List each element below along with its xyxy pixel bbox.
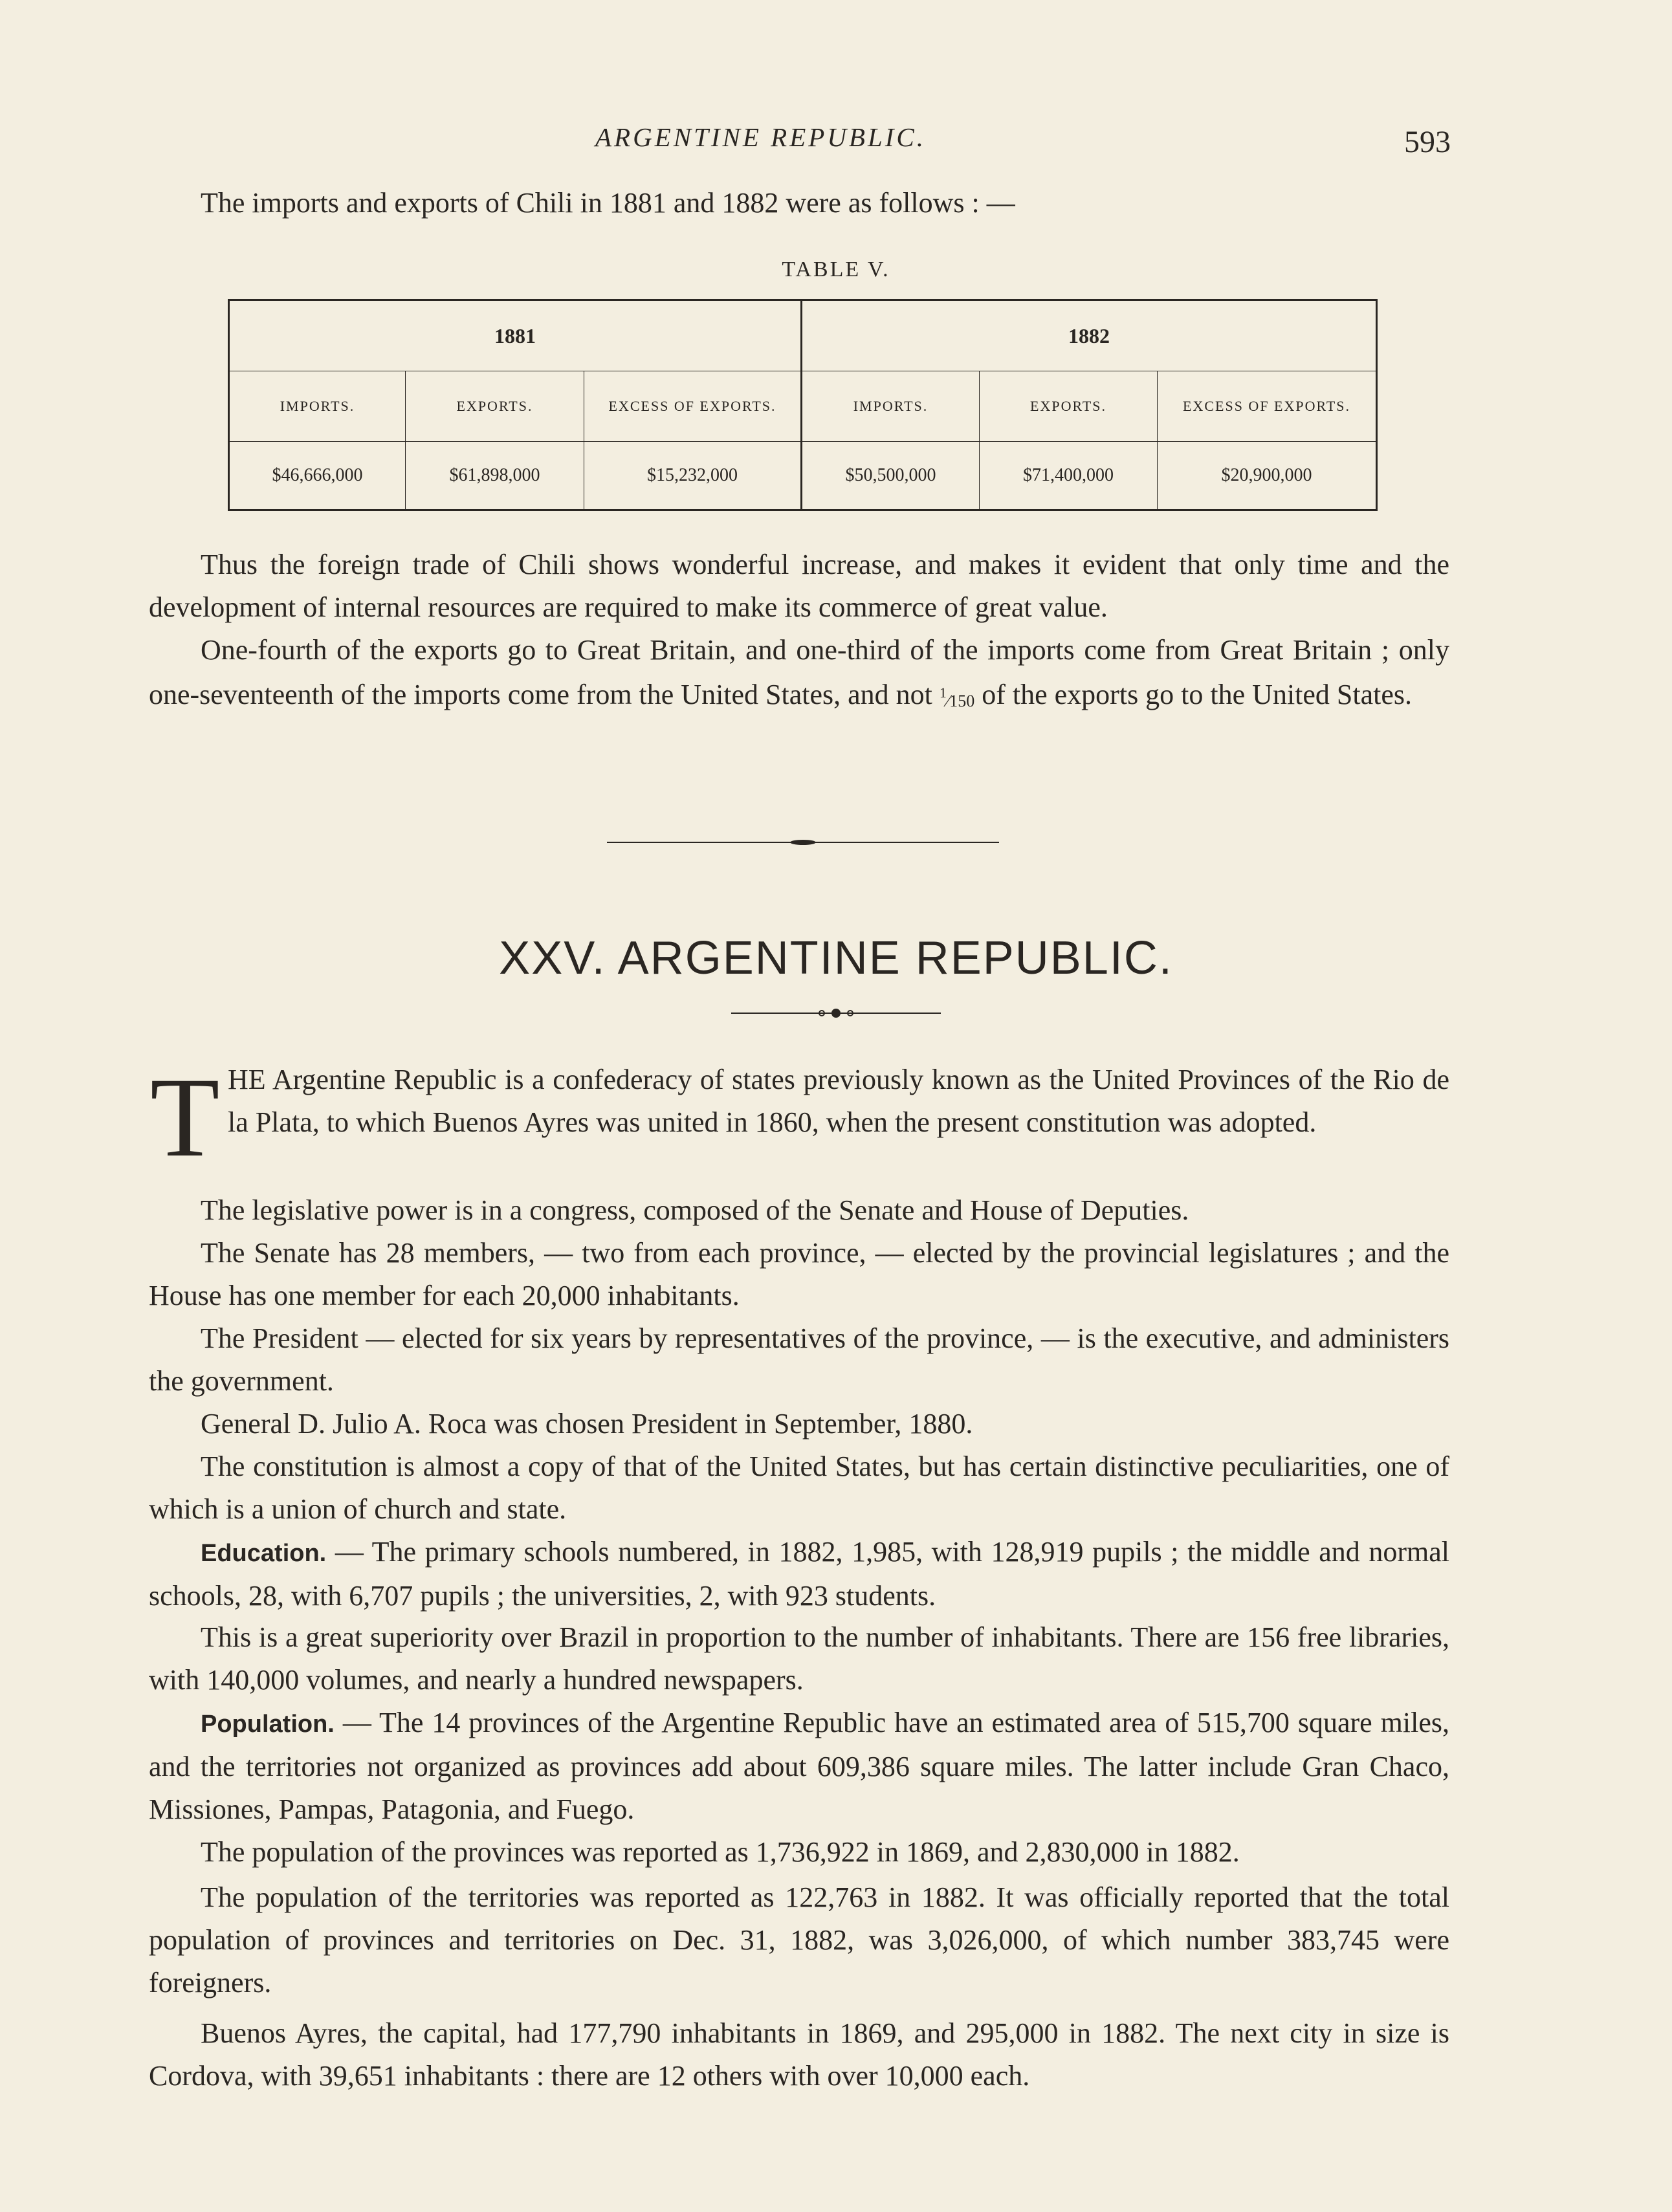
education-label: Education.: [201, 1540, 327, 1567]
table-cell: $71,400,000: [980, 442, 1158, 510]
running-title: ARGENTINE REPUBLIC.: [595, 122, 927, 152]
running-head: [0, 122, 1672, 160]
paragraph-legislative: The legislative power is in a congress, composed of the Senate and House of Deputies.: [201, 1194, 1189, 1226]
paragraph-constitution: The constitution is almost a copy of that of the United States, but has certain distinctive peculiarities, one of which is a union of church and state.: [149, 1451, 1449, 1525]
column-header: IMPORTS.: [802, 371, 980, 442]
paragraph-senate: The Senate has 28 members, — two from each province, — elected by the provincial legislatures ; and the House has one member for each 20,000 inhabitants.: [149, 1237, 1449, 1311]
paragraph-buenos-ayres: Buenos Ayres, the capital, had 177,790 inhabitants in 1869, and 295,000 in 1882. The next city in size is Cordova, with 39,651 inhabitants : there are 12 others with over 10,000 each.: [149, 2017, 1449, 2092]
paragraph-text: of the exports go to the United States.: [982, 679, 1413, 710]
table-cell: $46,666,000: [229, 442, 406, 510]
paragraph-text: — The primary schools numbered, in 1882, 1,985, with 128,919 pupils ; the middle and normal schools, 28, with 6,707 pupils ; the universities, 2, with 923 students.: [149, 1536, 1449, 1612]
column-header: EXPORTS.: [406, 371, 584, 442]
fraction: $^1$⁄150: [939, 684, 975, 710]
paragraph-text: One-fourth of the exports go to Great Britain, and one-third of the imports come from Great Britain ; only one-seventeenth of the imports come from the United States, and not: [149, 634, 1449, 710]
paragraph-exports-destination: [149, 629, 1449, 723]
paragraph-roca: General D. Julio A. Roca was chosen President in September, 1880.: [201, 1408, 973, 1440]
paragraph-superiority: This is a great superiority over Brazil in proportion to the number of inhabitants. There are 156 free libraries, with 140,000 volumes, and nearly a hundred newspapers.: [149, 1621, 1449, 1696]
column-header: EXCESS OF EXPORTS.: [1158, 371, 1377, 442]
year-header-1881: 1881: [229, 300, 802, 371]
paragraph-foreign-trade: Thus the foreign trade of Chili shows wonderful increase, and makes it evident that only time and the development of internal resources are required to make its commerce of great value.: [149, 549, 1449, 623]
paragraph-population: [149, 1702, 1449, 1831]
table-cell: $61,898,000: [406, 442, 584, 510]
paragraph-confederacy: HE Argentine Republic is a confederacy of states previously known as the United Provinces of the Rio de la Plata, to which Buenos Ayres was united in 1860, when the present constitution was adopted.: [228, 1064, 1449, 1138]
table-intro-line: The imports and exports of Chili in 1881 and 1882 were as follows : —: [201, 187, 1015, 219]
drop-cap: T: [150, 1055, 220, 1181]
year-header-1882: 1882: [802, 300, 1377, 371]
fraction-numerator: 1: [939, 684, 947, 701]
chapter-ornament: [731, 1005, 941, 1021]
table-cell: $50,500,000: [802, 442, 980, 510]
paragraph-education: [149, 1531, 1449, 1617]
column-header: EXPORTS.: [980, 371, 1158, 442]
table-cell: $20,900,000: [1158, 442, 1377, 510]
column-header: IMPORTS.: [229, 371, 406, 442]
paragraph-territories-population: The population of the territories was reported as 122,763 in 1882. It was officially reported that the total population of provinces and territories on Dec. 31, 1882, was 3,026,000, of which number 383,745 were foreigners.: [149, 1881, 1449, 1998]
table-caption: TABLE V.: [782, 257, 890, 281]
chapter-heading: XXV. ARGENTINE REPUBLIC.: [499, 932, 1173, 984]
column-header: EXCESS OF EXPORTS.: [584, 371, 802, 442]
paragraph-text: — The 14 provinces of the Argentine Republic have an estimated area of 515,700 square miles, and the territories not organized as provinces add about 609,386 square miles. The latter include Gran Chaco, Missiones, Pampas, Patagonia, and Fuego.: [149, 1707, 1449, 1825]
paragraph-provinces-population: The population of the provinces was reported as 1,736,922 in 1869, and 2,830,000 in 1882.: [201, 1836, 1240, 1868]
section-divider-ornament: [607, 840, 999, 845]
paragraph-president: The President — elected for six years by representatives of the province, — is the executive, and administers the government.: [149, 1322, 1449, 1397]
population-label: Population.: [201, 1711, 335, 1738]
trade-table: [228, 299, 1378, 511]
page-number: 593: [1404, 125, 1451, 159]
table-cell: $15,232,000: [584, 442, 802, 510]
fraction-denominator: 150: [949, 692, 975, 710]
